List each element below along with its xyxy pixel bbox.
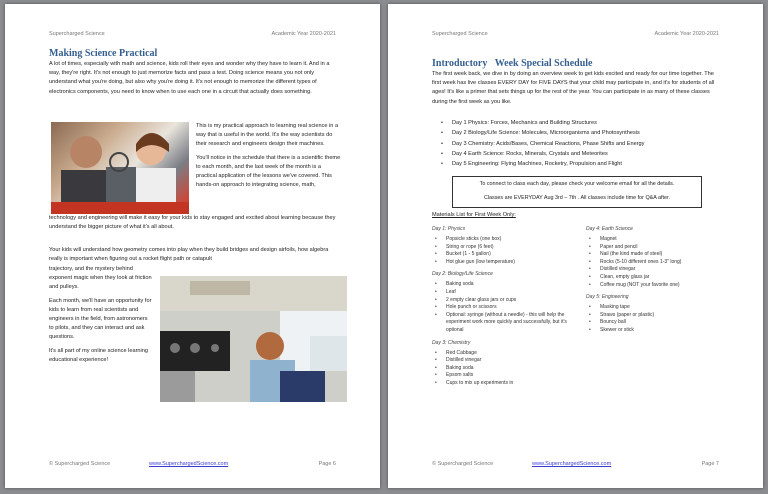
box-line-2: Classes are EVERYDAY Aug 3rd – 7th . All classes include time for Q&A after. <box>483 195 671 201</box>
material-item: • Red Cabbage <box>446 350 582 358</box>
material-item: • Optional: syringe (without a needle) - this will help the experiment work more quickly and successfully, but it's optional <box>446 312 582 335</box>
materials-title: Materials List for First Week Only: <box>432 212 516 218</box>
header-right: Academic Year 2020-2021 <box>654 31 719 37</box>
p2: This is my practical approach to learning real science in a way that is useful in the world. It's the way scientists do their research and engineers design their machines. <box>196 123 339 148</box>
materials-list <box>432 350 582 388</box>
schedule-day-item: • Day 2 Biology/Life Science: Molecules, Microorganisms and Photosynthesis <box>452 128 742 138</box>
schedule-day-item: • Day 5 Engineering: Flying Machines, Rocketry, Propulsion and Flight <box>452 159 742 169</box>
material-item: • String or rope (6 feet) <box>446 244 582 252</box>
schedule-day-item: • Day 1 Physics: Forces, Mechanics and Building Structures <box>452 118 742 128</box>
page-header <box>432 31 719 37</box>
material-item: • Coffee mug (NOT your favorite one) <box>600 282 736 290</box>
father-son-robot-photo <box>51 122 189 214</box>
material-item: • Bouncy ball <box>600 319 736 327</box>
footer-website-link[interactable]: www.SuperchargedScience.com <box>532 461 612 467</box>
footer-page-number: Page 6 <box>318 461 336 467</box>
footer-copyright: © Supercharged Science <box>49 461 111 467</box>
material-item: • 2 empty clear glass jars or cups <box>446 297 582 305</box>
document-page-7 <box>388 4 763 488</box>
material-item: • Hole punch or scissors <box>446 304 582 312</box>
schedule-day-item: • Day 4 Earth Science: Rocks, Minerals, Crystals and Meteorites <box>452 149 742 159</box>
material-item: • Epsom salts <box>446 372 582 380</box>
class-info-box <box>452 176 702 208</box>
materials-left-column <box>432 226 582 393</box>
material-item: • Baking soda <box>446 365 582 373</box>
materials-day-heading: Day 2: Biology/Life Science <box>432 271 493 278</box>
header-left: Supercharged Science <box>49 31 105 37</box>
materials-list <box>432 236 582 266</box>
material-item: • Clean, empty glass jar <box>600 274 736 282</box>
materials-day-heading: Day 4: Earth Science <box>586 226 633 232</box>
p3: You'll notice in the schedule that there is a scientific theme to each month, and the last week of the month is a practical application of the lessons we've covered. This hands-on approach to integrating science, math, <box>196 154 341 189</box>
materials-day-heading: Day 1: Physics <box>432 226 466 232</box>
cockpit-photo <box>160 276 347 402</box>
box-line-1: To connect to class each day, please check your welcome email for all the details. <box>479 181 675 187</box>
page-title: Introductory Week Special Schedule <box>432 58 593 69</box>
footer-website-link[interactable]: www.SuperchargedScience.com <box>149 461 229 467</box>
page-header <box>49 31 336 37</box>
material-item: • Rocks (5-10 different ones 1-3" long) <box>600 259 736 267</box>
materials-list <box>586 236 736 289</box>
materials-day-heading: Day 5: Engineering <box>586 294 629 301</box>
material-item: • Magnet <box>600 236 736 244</box>
material-item: • Cups to mix up experiments in <box>446 380 582 388</box>
p4: Your kids will understand how geometry comes into play when they build bridges and design airfoils, how algebra really is important when figuring out a rocket flight path or catapult <box>49 247 329 263</box>
footer-copyright: © Supercharged Science <box>432 461 494 467</box>
material-item: • Skewer or stick <box>600 327 736 335</box>
left-column-text <box>49 265 153 369</box>
material-item: • Distilled vinegar <box>446 357 582 365</box>
schedule-day-item: • Day 3 Chemistry: Acids/Bases, Chemical Reactions, Phase Shifts and Energy <box>452 139 742 149</box>
material-item: • Popsicle sticks (one box) <box>446 236 582 244</box>
material-item: • Paper and pencil <box>600 244 736 252</box>
material-item: • Leaf <box>446 289 582 297</box>
header-left: Supercharged Science <box>432 31 488 37</box>
materials-right-column <box>586 226 736 340</box>
paragraph-practical-approach <box>196 122 341 194</box>
material-item: • Hot glue gun (low temperature) <box>446 259 582 267</box>
material-item: • Baking soda <box>446 281 582 289</box>
footer-page-number: Page 7 <box>701 461 719 467</box>
intro-paragraph: A lot of times, especially with math and science, kids roll their eyes and wonder why they have to learn it. And in a way, they're right. It's not enough to just memorize facts and pass a test. Doing science means you not only understand what you're doing, but also why you're doing it. It's not enough to memorize the different types of electronics components, you need to know when to use each one in a circuit that actually does something. <box>49 61 330 95</box>
p3-continued: technology and engineering will make it easy for your kids to stay engaged and excited about learning because they understand the bigger picture of what it's all about. <box>49 215 336 231</box>
intro-paragraph: The first week back, we dive in by doing an overview week to get kids excited and ready for our time together. The first week has live classes EVERY DAY for FIVE DAYS that your child may participate in, and it's for students of all ages! It's like a primer that sets things up for the rest of the year. You can participate in as many of these classes during the first week as you like. <box>432 71 715 105</box>
header-right: Academic Year 2020-2021 <box>271 31 336 37</box>
material-item: • Nail (the kind made of steel) <box>600 251 736 259</box>
material-item: • Masking tape <box>600 304 736 312</box>
schedule-list <box>438 118 742 169</box>
document-page-6 <box>5 4 380 488</box>
materials-list <box>432 281 582 334</box>
p4b: trajectory, and the mystery behind exponent magic when they look at friction and pulleys. <box>49 266 152 291</box>
p5: Each month, we'll have an opportunity for kids to learn from real scientists and engineers in the field, from astronomers to pilots, and they can interact and ask questions. <box>49 297 152 341</box>
materials-day-heading: Day 3: Chemistry <box>432 339 471 346</box>
material-item: • Distilled vinegar <box>600 266 736 274</box>
p6: It's all part of my online science learning educational experience! <box>49 347 149 363</box>
material-item: • Straws (paper or plastic) <box>600 312 736 320</box>
page-title: Making Science Practical <box>49 48 158 59</box>
material-item: • Bucket (1 - 5 gallon) <box>446 251 582 259</box>
materials-list <box>586 304 736 334</box>
